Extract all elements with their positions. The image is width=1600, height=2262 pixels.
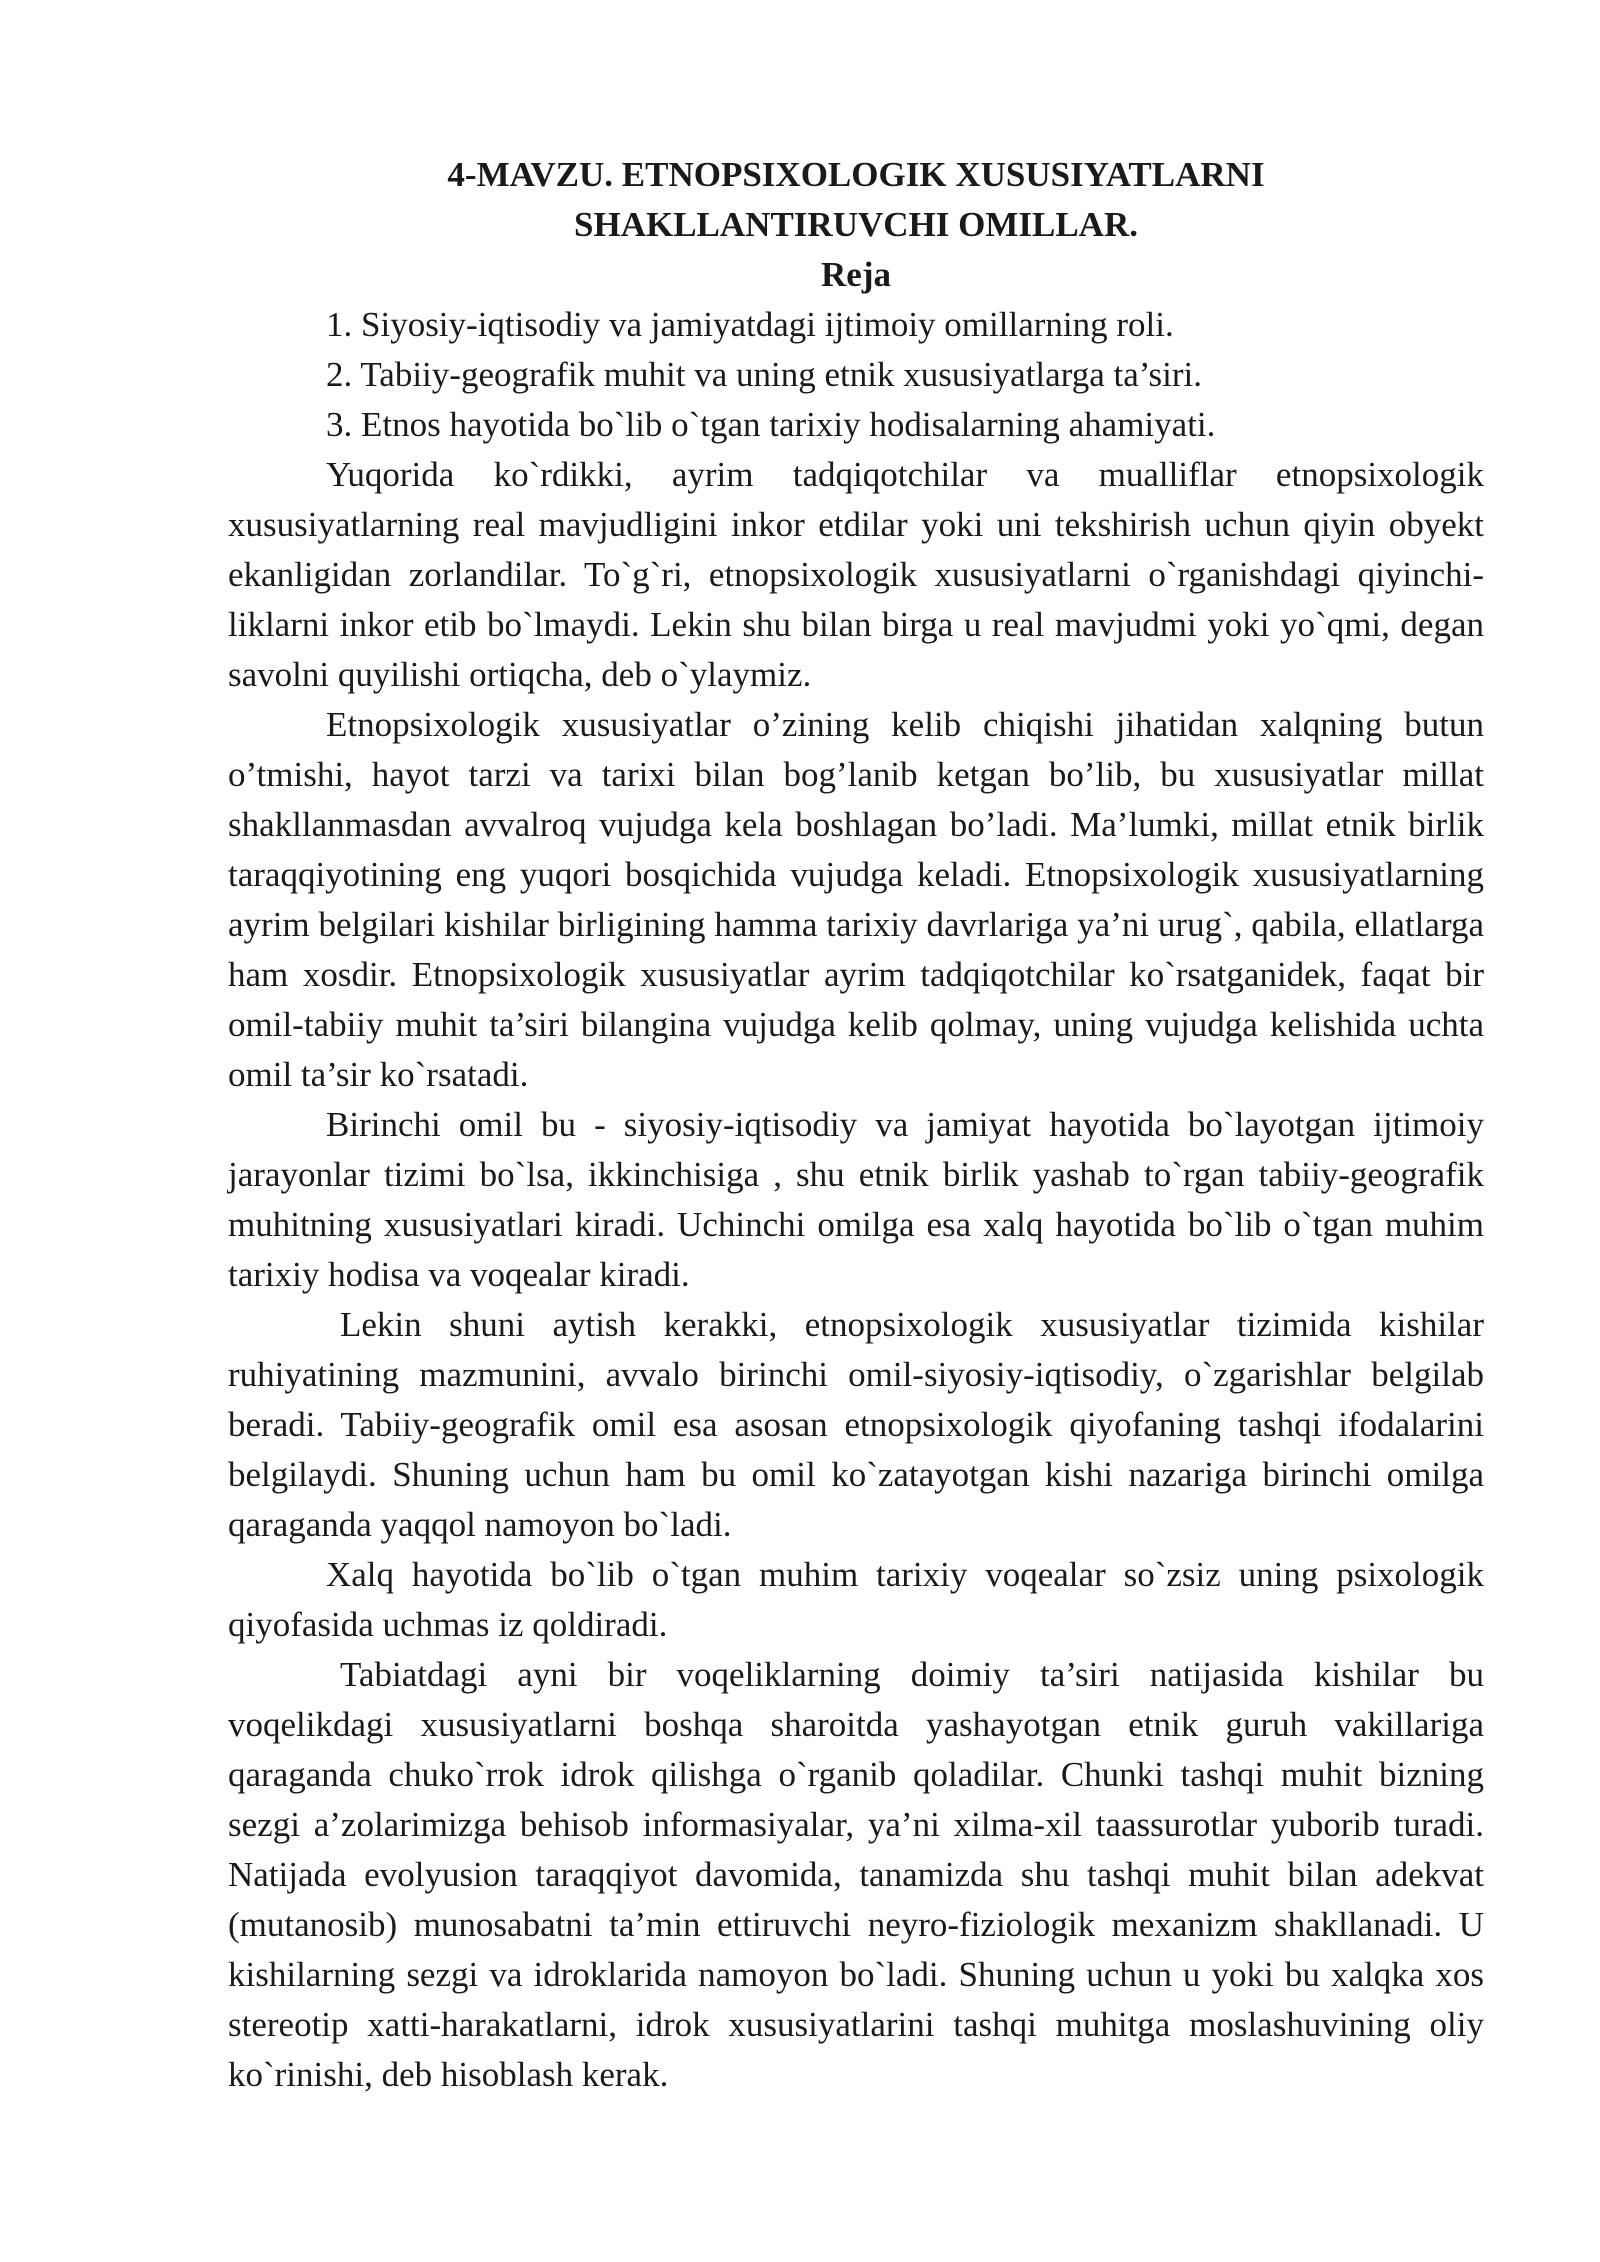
paragraph: Tabiatdagi ayni bir voqeliklarning doimiy ta’siri natijasida kishilar bu voqelikdagi xususiyatlarni boshqa sharoitda yashayotgan etnik guruh vakillariga qaraganda chuko`rrok idrok qilishga o`rganib qoladilar. Chunki tashqi muhit bizning sezgi a’zolarimizga behisob informasiyalar, ya’ni xilma-xil taassurotlar yuborib turadi. Natijada evolyusion taraqqiyot davomida, tanamizda shu tashqi muhit bilan adekvat (mutanosib) munosabatni ta’min ettiruvchi neyro-fiziologik mexanizm shakllanadi. U kishilarning sezgi va idroklarida namoyon bo`ladi. Shuning uchun u yoki bu xalqka xos stereotip xatti-harakatlarni, idrok xususiyatlarini tashqi muhitga moslashuvining oliy ko`rinishi, deb hisoblash kerak. [228,1655,1484,2094]
plan-heading: Reja [821,255,891,294]
body-text [228,450,1484,2100]
paragraph: Lekin shuni aytish kerakki, etnopsixologik xususiyatlar tizimida kishilar ruhiyatining mazmunini, avvalo birinchi omil-siyosiy-iqtisodiy, o`zgarishlar belgilab beradi. Tabiiy-geografik omil esa asosan etnopsixologik qiyofaning tashqi ifodalarini belgilaydi. Shuning uchun ham bu omil ko`zatayotgan kishi nazariga birinchi omilga qaraganda yaqqol namoyon bo`ladi. [228,1305,1484,1544]
topic-title-line-1: 4-MAVZU. ETNOPSIXOLOGIK XUSUSIYATLARNI [447,155,1265,194]
topic-title-line-2: SHAKLLANTIRUVCHI OMILLAR. [574,205,1138,244]
paragraph: Etnopsixologik xususiyatlar o’zining kelib chiqishi jihatidan xalqning butun o’tmishi, hayot tarzi va tarixi bilan bog’lanib ketgan bo’lib, bu xususiyatlar millat shakllanmasdan avvalroq vujudga kela boshlagan bo’ladi. Ma’lumki, millat etnik birlik taraqqiyotining eng yuqori bosqichida vujudga keladi. Etnopsixologik xususiyatlarning ayrim belgilari kishilar birligining hamma tarixiy davrlariga ya’ni urug`, qabila, ellatlarga ham xosdir. Etnopsixologik xususiyatlar ayrim tadqiqotchilar ko`rsatganidek, faqat bir omil-tabiiy muhit ta’siri bilangina vujudga kelib qolmay, uning vujudga kelishida uchta omil ta’sir ko`rsatadi. [228,705,1484,1094]
paragraph: Yuqorida ko`rdikki, ayrim tadqiqotchilar va mualliflar etnopsixologik xususiyatlarning real mavjudligini inkor etdilar yoki uni tekshirish uchun qiyin obyekt ekanligidan zorlandilar. To`g`ri, etnopsixologik xususiyatlarni o`rganishdagi qiyinchi-liklarni inkor etib bo`lmaydi. Lekin shu bilan birga u real mavjudmi yoki yo`qmi, degan savolni quyilishi ortiqcha, deb o`ylaymiz. [228,455,1484,694]
paragraph: Birinchi omil bu - siyosiy-iqtisodiy va jamiyat hayotida bo`layotgan ijtimoiy jarayonlar tizimi bo`lsa, ikkinchisiga , shu etnik birlik yashab to`rgan tabiiy-geografik muhitning xususiyatlari kiradi. Uchinchi omilga esa xalq hayotida bo`lib o`tgan muhim tarixiy hodisa va voqealar kiradi. [228,1105,1484,1294]
plan-item: 3. Etnos hayotida bo`lib o`tgan tarixiy hodisalarning ahamiyati. [326,405,1216,444]
paragraph: Xalq hayotida bo`lib o`tgan muhim tarixiy voqealar so`zsiz uning psixologik qiyofasida uchmas iz qoldiradi. [228,1555,1484,1644]
plan-list [326,300,1215,450]
plan-item: 2. Tabiiy-geografik muhit va uning etnik xususiyatlarga ta’siri. [326,355,1202,394]
plan-item: 1. Siyosiy-iqtisodiy va jamiyatdagi ijtimoiy omillarning roli. [326,305,1174,344]
